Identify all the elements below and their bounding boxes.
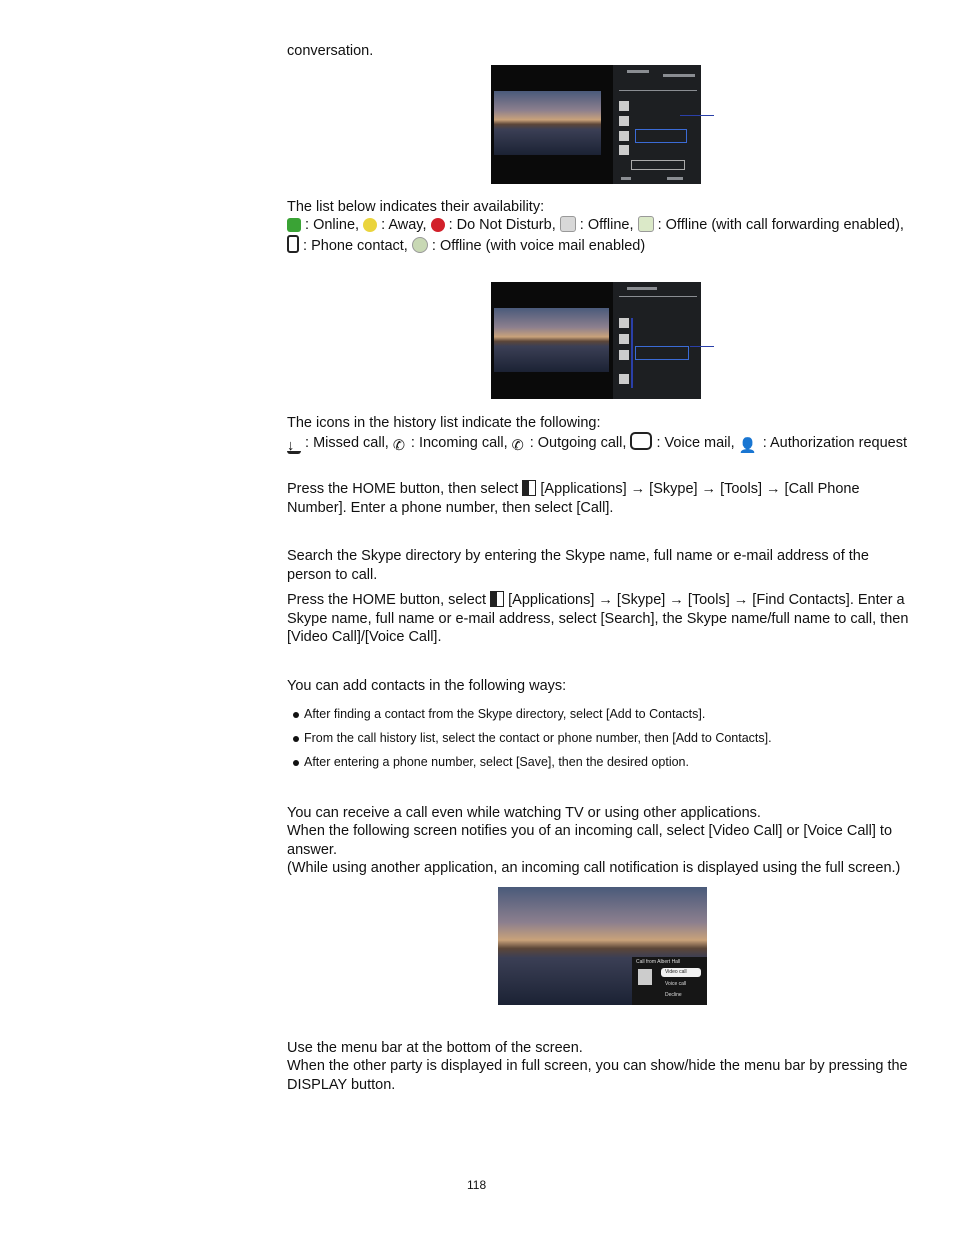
call-phone-line-2: Number]. Enter a phone number, then select [Call]. xyxy=(287,500,614,516)
find-line-3: [Video Call]/[Voice Call]. xyxy=(287,629,442,645)
missed-call-icon: ↓ xyxy=(287,437,301,454)
voice-mail-icon xyxy=(630,432,652,450)
call-from-title: Call from Albert Hall xyxy=(636,959,681,965)
receive-line-1: You can receive a call even while watching TV or using other applications. xyxy=(287,805,761,821)
receive-line-2: When the following screen notifies you of an incoming call, select [Video Call] or [Voice Call] to xyxy=(287,823,893,839)
incoming-call-screenshot xyxy=(498,887,707,1005)
authorization-request-icon: 👤 xyxy=(738,438,757,454)
online-icon xyxy=(287,218,301,232)
menu-line-2: When the other party is displayed in full screen, you can show/hide the menu bar by pressing the xyxy=(287,1058,908,1074)
availability-line-2: : Phone contact, : Offline (with voice mail enabled) xyxy=(287,235,645,255)
offline-icon xyxy=(560,216,576,232)
incoming-call-icon: ✆ xyxy=(392,438,406,454)
decline-button[interactable]: Decline xyxy=(665,992,682,998)
tv-photo xyxy=(494,91,601,155)
search-line-2: person to call. xyxy=(287,567,378,583)
list-item: From the call history list, select the contact or phone number, then [Add to Contacts]. xyxy=(293,731,772,745)
add-contacts-intro: You can add contacts in the following ways: xyxy=(287,678,567,694)
conversation-text: conversation. xyxy=(287,43,374,59)
availability-intro: The list below indicates their availability: xyxy=(287,199,545,215)
contact-list-screenshot xyxy=(491,65,701,184)
contact-panel xyxy=(613,65,701,184)
offline-voice-mail-icon xyxy=(412,237,428,253)
history-icons-line: ↓ : Missed call, ✆ : Incoming call, ✆ : Outgoing call, : Voice mail, 👤 : Authorization request xyxy=(287,432,907,454)
history-intro: The icons in the history list indicate the following: xyxy=(287,415,601,431)
page-number: 118 xyxy=(467,1178,487,1192)
availability-line-1: : Online, : Away, : Do Not Disturb, : Offline, : Offline (with call forwarding enabled), xyxy=(287,216,904,234)
list-item: After entering a phone number, select [Save], then the desired option. xyxy=(293,755,689,769)
offline-call-forwarding-icon xyxy=(638,216,654,232)
callout-line xyxy=(680,115,714,116)
search-line-1: Search the Skype directory by entering the Skype name, full name or e-mail address of the xyxy=(287,548,869,564)
call-phone-line-1: Press the HOME button, then select [Applications] → [Skype] → [Tools] → [Call Phone xyxy=(287,481,860,497)
history-list-screenshot xyxy=(491,282,701,399)
away-icon xyxy=(363,218,377,232)
receive-line-4: (While using another application, an incoming call notification is displayed using the full screen.) xyxy=(287,860,901,876)
incoming-call-panel xyxy=(632,957,707,1005)
menu-line-3: DISPLAY button. xyxy=(287,1077,396,1093)
find-line-1: Press the HOME button, select [Applications] → [Skype] → [Tools] → [Find Contacts]. Enter a xyxy=(287,592,905,608)
outgoing-call-icon: ✆ xyxy=(511,438,524,454)
find-line-2: Skype name, full name or e-mail address, select [Search], the Skype name/full name to call, then xyxy=(287,611,909,627)
receive-line-3: answer. xyxy=(287,842,337,858)
voice-call-button[interactable]: Voice call xyxy=(665,981,687,987)
list-item: After finding a contact from the Skype directory, select [Add to Contacts]. xyxy=(293,707,705,721)
avatar xyxy=(638,969,652,985)
applications-icon xyxy=(522,480,536,496)
callout-line xyxy=(690,346,714,347)
phone-contact-icon xyxy=(287,235,299,253)
history-panel xyxy=(613,282,701,399)
menu-line-1: Use the menu bar at the bottom of the screen. xyxy=(287,1040,583,1056)
tv-photo xyxy=(494,308,609,372)
applications-icon xyxy=(490,591,504,607)
video-call-button[interactable]: Video call xyxy=(661,968,701,977)
do-not-disturb-icon xyxy=(431,218,445,232)
